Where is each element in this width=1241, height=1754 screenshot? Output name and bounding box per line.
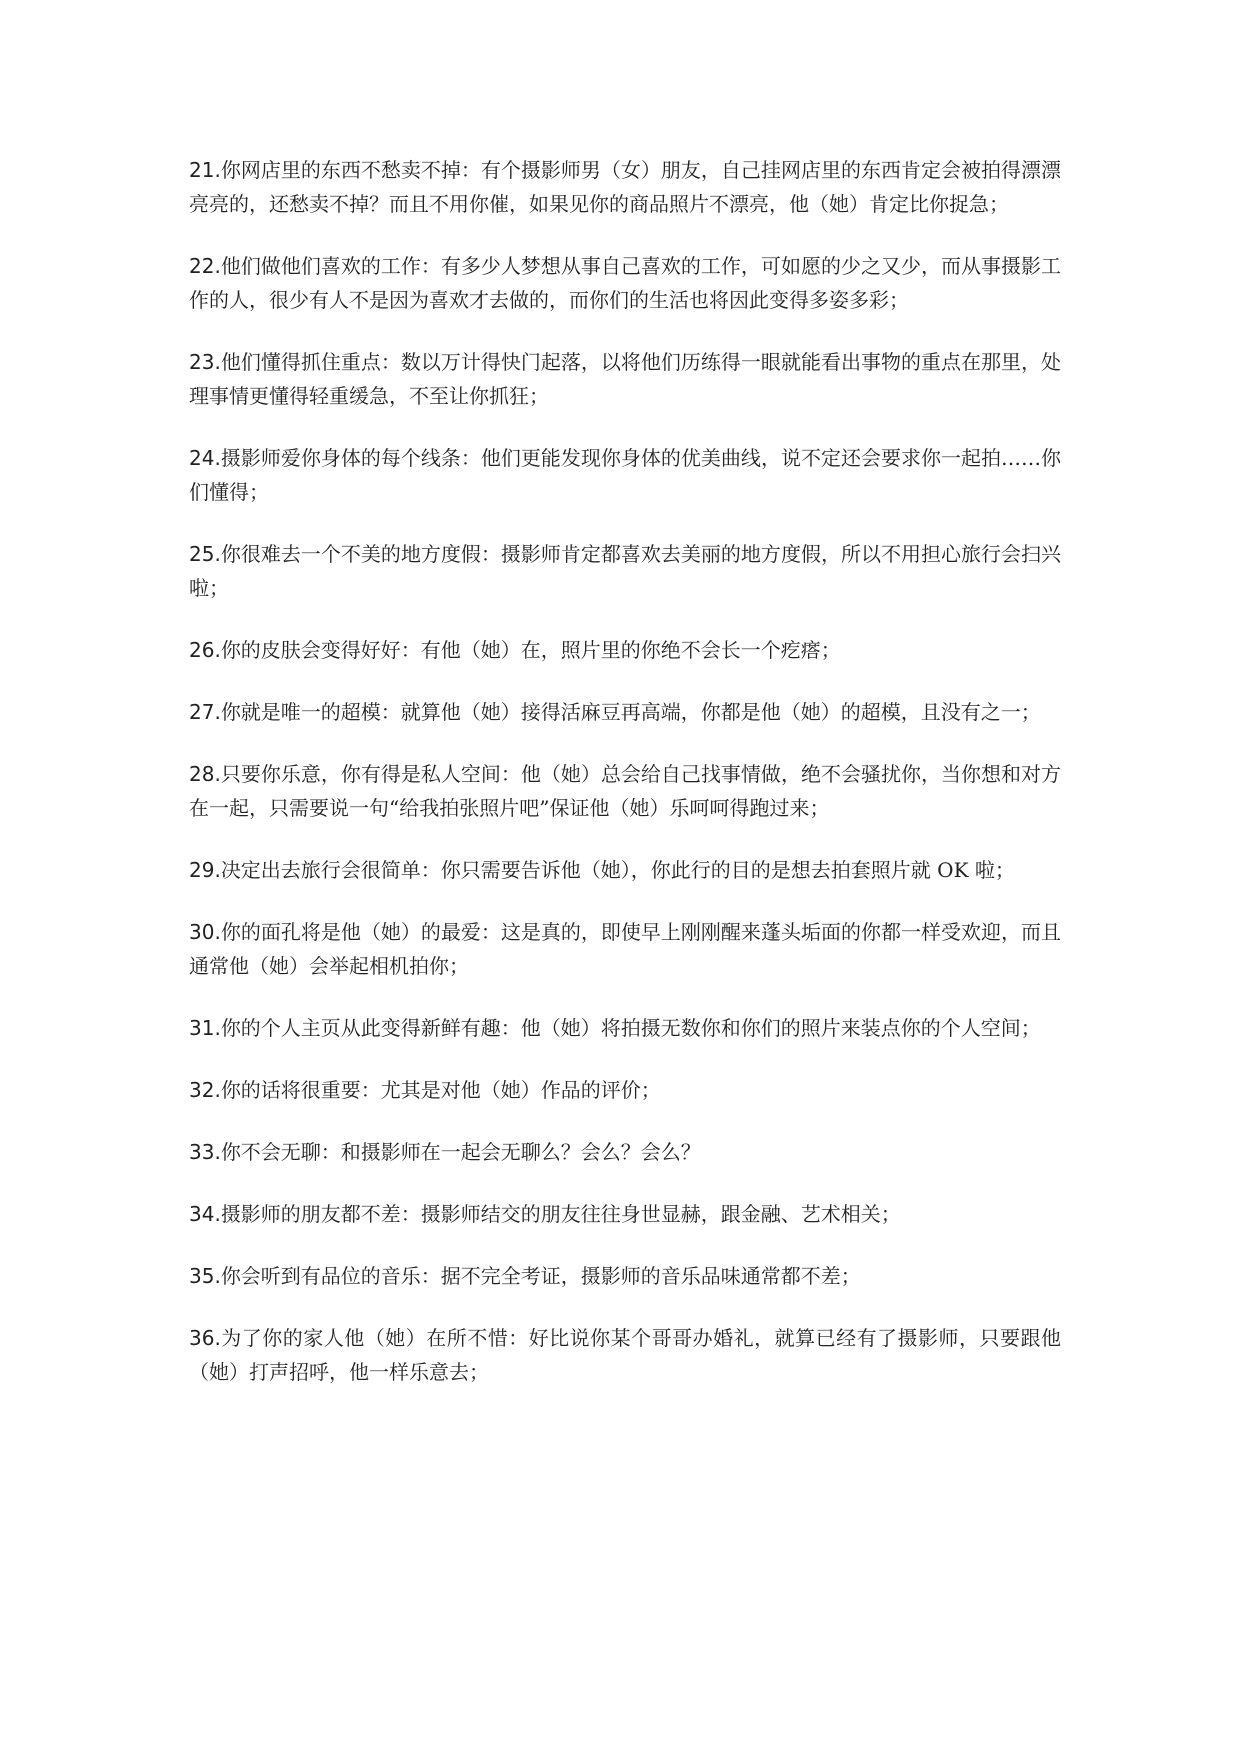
item-number: 31. [189, 1016, 221, 1040]
list-item [189, 1321, 1061, 1389]
item-text: 你就是唯一的超模：就算他（她）接得活麻豆再高端，你都是他（她）的超模，且没有之一； [220, 700, 1041, 724]
item-text: 决定出去旅行会很简单：你只需要告诉他（她），你此行的目的是想去拍套照片就 OK 啦； [220, 858, 1015, 882]
list-item [189, 249, 1061, 317]
item-text: 你的皮肤会变得好好：有他（她）在，照片里的你绝不会长一个疙瘩； [220, 638, 841, 662]
list-item [189, 915, 1061, 983]
item-text: 为了你的家人他（她）在所不惜：好比说你某个哥哥办婚礼，就算已经有了摄影师，只要跟他（她）打声招呼，他一样乐意去； [189, 1326, 1061, 1384]
item-text: 只要你乐意，你有得是私人空间：他（她）总会给自己找事情做，绝不会骚扰你，当你想和对方在一起，只需要说一句“给我拍张照片吧”保证他（她）乐呵呵得跑过来； [189, 762, 1061, 820]
item-number: 26. [189, 638, 221, 662]
item-number: 32. [189, 1078, 221, 1102]
list-item [189, 1259, 1061, 1293]
item-text: 你的个人主页从此变得新鲜有趣：他（她）将拍摄无数你和你们的照片来装点你的个人空间； [220, 1016, 1041, 1040]
item-number: 25. [189, 542, 221, 566]
item-number: 30. [189, 920, 221, 944]
item-text: 他们做他们喜欢的工作：有多少人梦想从事自己喜欢的工作，可如愿的少之又少，而从事摄影工作的人，很少有人不是因为喜欢才去做的，而你们的生活也将因此变得多姿多彩； [189, 254, 1061, 312]
list-item [189, 757, 1061, 825]
list-item [189, 441, 1061, 509]
item-number: 29. [189, 858, 221, 882]
document-page [189, 153, 1061, 1417]
item-text: 你的话将很重要：尤其是对他（她）作品的评价； [220, 1078, 661, 1102]
list-item [189, 633, 1061, 667]
item-number: 21. [189, 158, 221, 182]
item-text: 摄影师爱你身体的每个线条：他们更能发现你身体的优美曲线，说不定还会要求你一起拍……你们懂得； [189, 446, 1061, 504]
item-number: 23. [189, 350, 221, 374]
item-number: 22. [189, 254, 221, 278]
item-text: 你的面孔将是他（她）的最爱：这是真的，即使早上刚刚醒来蓬头垢面的你都一样受欢迎，而且通常他（她）会举起相机拍你； [189, 920, 1061, 978]
item-number: 27. [189, 700, 221, 724]
item-text: 你会听到有品位的音乐：据不完全考证，摄影师的音乐品味通常都不差； [220, 1264, 861, 1288]
list-item [189, 1011, 1061, 1045]
item-number: 36. [189, 1326, 221, 1350]
item-text: 你不会无聊：和摄影师在一起会无聊么？会么？会么？ [220, 1140, 701, 1164]
list-item [189, 1197, 1061, 1231]
list-item [189, 537, 1061, 605]
list-item [189, 695, 1061, 729]
item-text: 你很难去一个不美的地方度假：摄影师肯定都喜欢去美丽的地方度假，所以不用担心旅行会扫兴啦； [189, 542, 1061, 600]
list-item [189, 153, 1061, 221]
item-text: 摄影师的朋友都不差：摄影师结交的朋友往往身世显赫，跟金融、艺术相关； [220, 1202, 901, 1226]
item-number: 33. [189, 1140, 221, 1164]
item-number: 24. [189, 446, 221, 470]
list-item [189, 853, 1061, 887]
item-number: 34. [189, 1202, 221, 1226]
item-number: 28. [189, 762, 221, 786]
item-text: 你网店里的东西不愁卖不掉：有个摄影师男（女）朋友，自己挂网店里的东西肯定会被拍得漂漂亮亮的，还愁卖不掉？而且不用你催，如果见你的商品照片不漂亮，他（她）肯定比你捉急； [189, 158, 1061, 216]
list-item [189, 345, 1061, 413]
list-item [189, 1135, 1061, 1169]
list-item [189, 1073, 1061, 1107]
item-text: 他们懂得抓住重点：数以万计得快门起落，以将他们历练得一眼就能看出事物的重点在那里，处理事情更懂得轻重缓急，不至让你抓狂； [189, 350, 1061, 408]
item-number: 35. [189, 1264, 221, 1288]
